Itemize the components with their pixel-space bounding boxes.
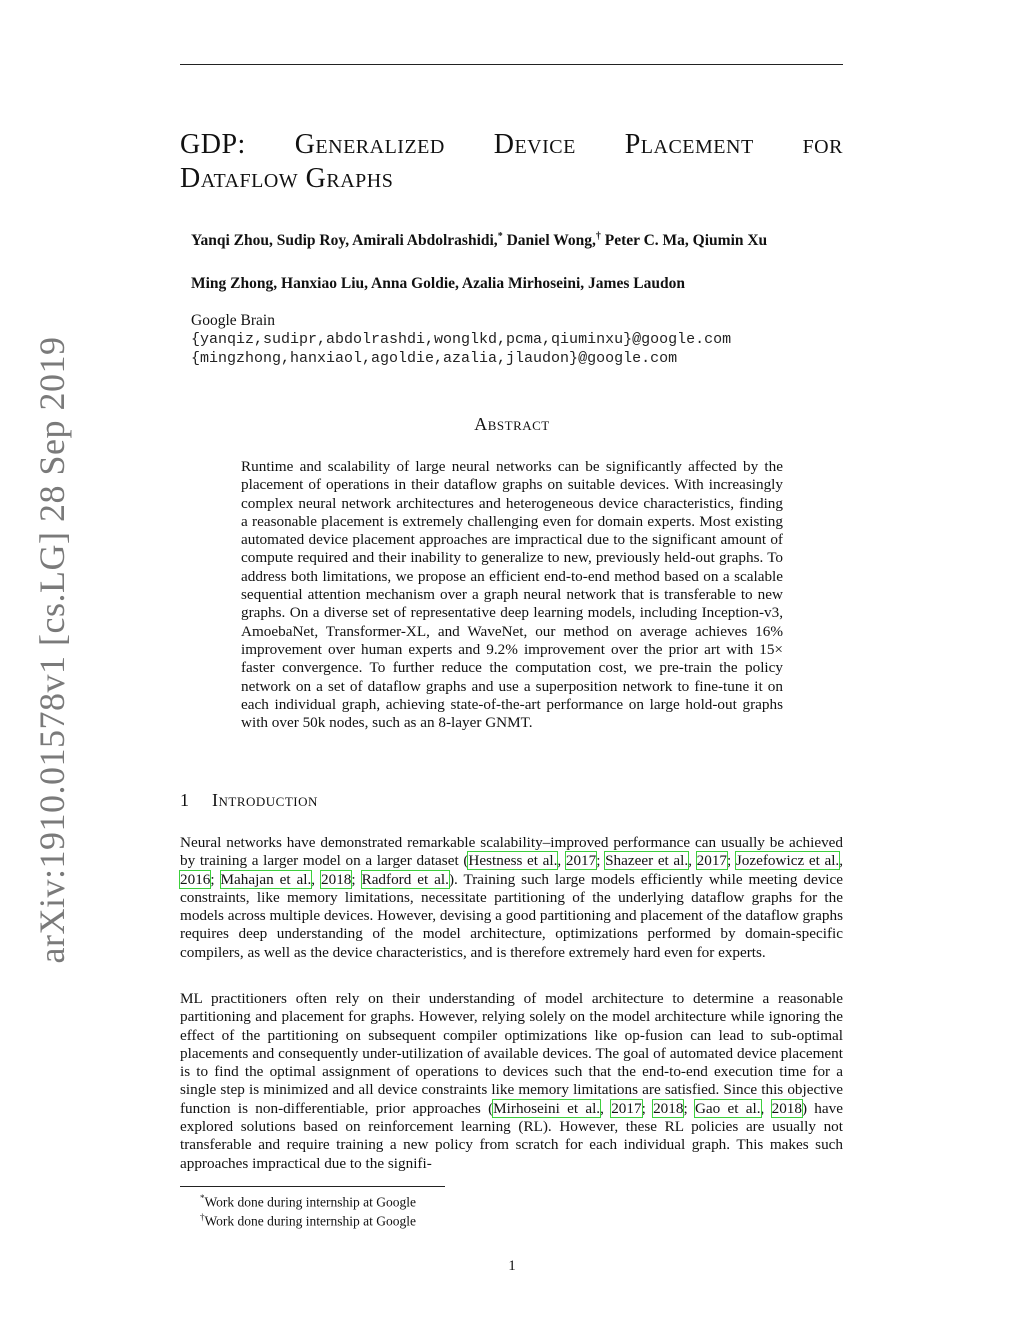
footnote-mark: † (595, 231, 601, 242)
citation-link[interactable]: Radford et al. (361, 870, 449, 888)
citation-link[interactable]: 2016 (180, 870, 211, 888)
section-number: 1 (180, 790, 190, 810)
citation-link[interactable]: 2017 (611, 1099, 642, 1117)
citation-link[interactable]: 2018 (321, 870, 352, 888)
title-line-1 (180, 128, 843, 162)
intro-paragraph-1: Neural networks have demonstrated remarkable scalability–improved performance can usually be achieved by training a larger model on a larger dataset (Hestness et al., 2017; Shazeer et al., 2017; Jozefowicz et al., 2016; Mahajan et al., 2018; Radford et al.). Training such large models efficiently while meeting device constraints, like memory limitations, necessitate partitioning of the underlying dataflow graphs for the models across multiple devices. However, devising a good partitioning and placement of the dataflow graphs requires deep understanding of the model architecture, optimizations performed by domain-specific compilers, as well as the device characteristics, and is therefore extremely hard even for experts. (180, 834, 844, 961)
title-word: Generalized (294, 129, 445, 160)
arxiv-identifier: arXiv:1910.01578v1 [cs.LG] 28 Sep 2019 (32, 336, 72, 964)
title-word: Device (493, 129, 576, 160)
author-line-2: Ming Zhong, Hanxiao Liu, Anna Goldie, Azalia Mirhoseini, James Laudon (191, 275, 685, 292)
paper-title (180, 128, 843, 196)
title-word: GDP: (180, 129, 246, 160)
abstract-text: Runtime and scalability of large neural networks can be significantly affected by the placement of operations in their dataflow graphs on suitable devices. With increasingly complex neural network architectures and heterogeneous device characteristics, finding a reasonable placement is extremely challenging even for domain experts. Most existing automated device placement approaches are impractical due to the significant amount of compute required and their inability to generalize to new, previously held-out graphs. To address both limitations, we propose an efficient end-to-end method based on a scalable sequential attention mechanism over a graph neural network that is transferable to new graphs. On a diverse set of representative deep learning models, including Inception-v3, AmoebaNet, Transformer-XL, and WaveNet, our method on average achieves 16% improvement over human experts and 9.2% improvement over the prior art with 15× faster convergence. To further reduce the computation cost, we pre-train the policy network on a set of dataflow graphs and use a superposition network to fine-tune it on each individual graph, achieving state-of-the-art performance on large hold-out graphs with over 50k nodes, such as an 8-layer GNMT. (241, 458, 783, 732)
email-line: {yanqiz,sudipr,abdolrashdi,wonglkd,pcma,qiuminxu}@google.com (191, 331, 732, 348)
footnote: *Work done during internship at Google (200, 1193, 416, 1210)
citation-link[interactable]: 2017 (696, 852, 728, 870)
citation-link[interactable]: 2018 (771, 1099, 802, 1117)
citation-link[interactable]: Shazeer et al. (605, 852, 689, 870)
author-line-1: Yanqi Zhou, Sudip Roy, Amirali Abdolrashidi,* Daniel Wong,† Peter C. Ma, Qiumin Xu (191, 231, 768, 250)
footnote-mark: * (497, 231, 503, 242)
page-number: 1 (508, 1258, 516, 1274)
title-word: for (802, 129, 843, 160)
affiliation: Google Brain (191, 312, 275, 329)
footnote-mark: † (200, 1212, 205, 1222)
citation-link[interactable]: Gao et al. (694, 1099, 761, 1117)
title-word: Placement (624, 129, 754, 160)
abstract-heading: Abstract (474, 414, 550, 434)
footnote-rule (180, 1186, 445, 1187)
section-title: Introduction (212, 790, 318, 810)
citation-link[interactable]: Jozefowicz et al. (735, 852, 840, 870)
citation-link[interactable]: 2017 (565, 852, 597, 870)
intro-paragraph-2: ML practitioners often rely on their understanding of model architecture to determine a reasonable partitioning and placement for graphs. However, relying solely on the model architecture while ignoring the effect of the partitioning on subsequent compiler optimizations like op-fusion can lead to sub-optimal placements and consequently under-utilization of available devices. The goal of automated device placement is to find the optimal assignment of operations to devices such that the end-to-end execution time for a single step is minimized and all device constraints like memory limitations are satisfied. Since this objective function is non-differentiable, prior approaches (Mirhoseini et al., 2017; 2018; Gao et al., 2018) have explored solutions based on reinforcement learning (RL). However, these RL policies are usually not transferable and require training a new policy from scratch for each individual graph. This makes such approaches impractical due to the signifi- (180, 990, 843, 1172)
section-heading (180, 790, 318, 811)
footnote-mark: * (200, 1193, 205, 1203)
footnote: †Work done during internship at Google (200, 1212, 416, 1229)
citation-link[interactable]: 2018 (653, 1099, 684, 1117)
citation-link[interactable]: Mirhoseini et al. (493, 1099, 601, 1117)
email-line: {mingzhong,hanxiaol,agoldie,azalia,jlaudon}@google.com (191, 350, 678, 367)
title-line-2: Dataflow Graphs (180, 163, 394, 194)
citation-link[interactable]: Hestness et al. (468, 852, 558, 870)
citation-link[interactable]: Mahajan et al. (220, 870, 312, 888)
top-rule (180, 64, 843, 65)
